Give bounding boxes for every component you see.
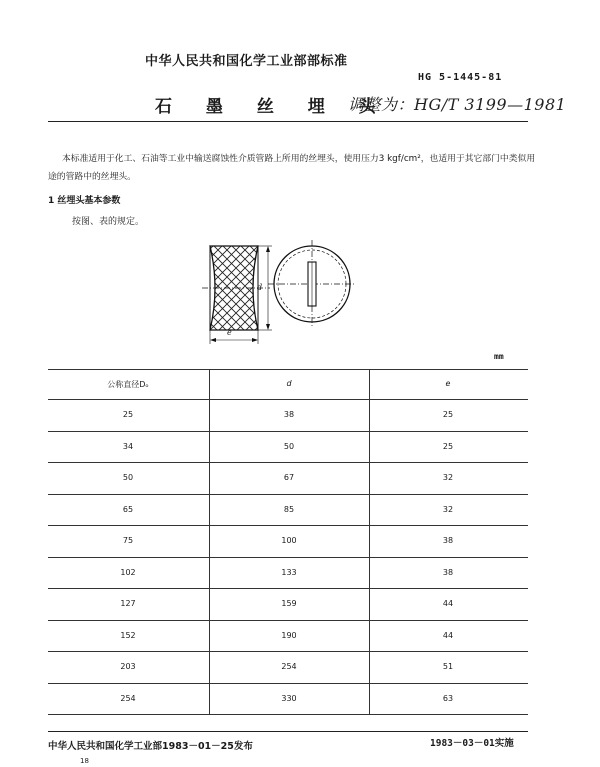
table-column-divider (209, 369, 210, 714)
table-cell: 25 (442, 410, 454, 419)
table-cell: 25 (442, 441, 454, 451)
table-header-cell: 公称直径Dₒ (107, 380, 149, 389)
dimension-label-e: e (227, 328, 232, 337)
table-cell: 254 (281, 662, 297, 671)
table-cell: 127 (120, 599, 136, 608)
table-cell: 38 (442, 567, 454, 577)
table-cell: 65 (122, 504, 134, 514)
section-heading: 1 丝埋头基本参数 (48, 196, 121, 206)
table-cell: 203 (120, 662, 136, 671)
table-row-rule (48, 683, 528, 684)
table-cell: 100 (281, 536, 297, 545)
table-cell: 38 (283, 410, 295, 419)
table-cell: 85 (283, 504, 295, 514)
table-column-divider (369, 369, 370, 714)
table-cell: 44 (442, 599, 454, 608)
technical-drawing (200, 232, 370, 347)
effective-date: 1983－03－01实施 (430, 738, 514, 749)
intro-paragraph: 本标准适用于化工、石油等工业中输送腐蚀性介质管路上所用的丝埋头，使用压力3 kgf/cm²，也适用于其它部门中类似用途的管路中的丝埋头。 (48, 154, 536, 182)
table-cell: 63 (442, 693, 454, 703)
document-title: 石 墨 丝 埋 头 (155, 97, 390, 117)
footer-rule (48, 731, 528, 732)
table-row-rule (48, 525, 528, 526)
table-cell: 159 (281, 599, 297, 608)
table-row-rule (48, 651, 528, 652)
standard-code: HG 5-1445-81 (418, 72, 503, 83)
table-row-rule (48, 462, 528, 463)
table-row-rule (48, 620, 528, 621)
table-cell: 51 (442, 662, 454, 671)
handwritten-note: 调整为：HG/T 3199—1981 (348, 95, 567, 114)
table-header-cell: d (286, 379, 292, 388)
section-subtext: 按图、表的规定。 (72, 217, 145, 227)
table-cell: 38 (442, 536, 454, 545)
title-rule (48, 121, 528, 122)
table-cell: 32 (442, 504, 454, 514)
table-cell: 32 (442, 473, 454, 482)
table-top-rule (48, 369, 528, 370)
issue-date: 中华人民共和国化学工业部1983－01－25发布 (48, 741, 253, 752)
table-cell: 133 (281, 567, 297, 577)
front-view (268, 240, 356, 328)
table-cell: 44 (442, 630, 454, 640)
table-cell: 190 (281, 630, 297, 640)
table-cell: 254 (120, 693, 136, 703)
table-cell: 34 (122, 441, 134, 451)
table-cell: 152 (120, 630, 136, 640)
issuing-organization: 中华人民共和国化学工业部部标准 (145, 54, 348, 69)
page-number: 18 (80, 757, 89, 765)
table-row-rule (48, 588, 528, 589)
table-cell: 75 (122, 536, 134, 545)
table-row-rule (48, 431, 528, 432)
table-row-rule (48, 494, 528, 495)
table-cell: 330 (281, 693, 297, 703)
table-cell: 50 (122, 473, 134, 482)
table-cell: 67 (283, 473, 295, 482)
table-unit: mm (494, 352, 504, 361)
table-header-cell: e (445, 379, 451, 388)
table-cell: 102 (120, 567, 136, 577)
table-row-rule (48, 557, 528, 558)
dimension-label-d: d (257, 283, 263, 292)
table-bottom-rule (48, 714, 528, 715)
table-cell: 50 (283, 441, 295, 451)
side-section-view (202, 246, 272, 344)
table-cell: 25 (122, 410, 134, 419)
table-header-rule (48, 399, 528, 400)
